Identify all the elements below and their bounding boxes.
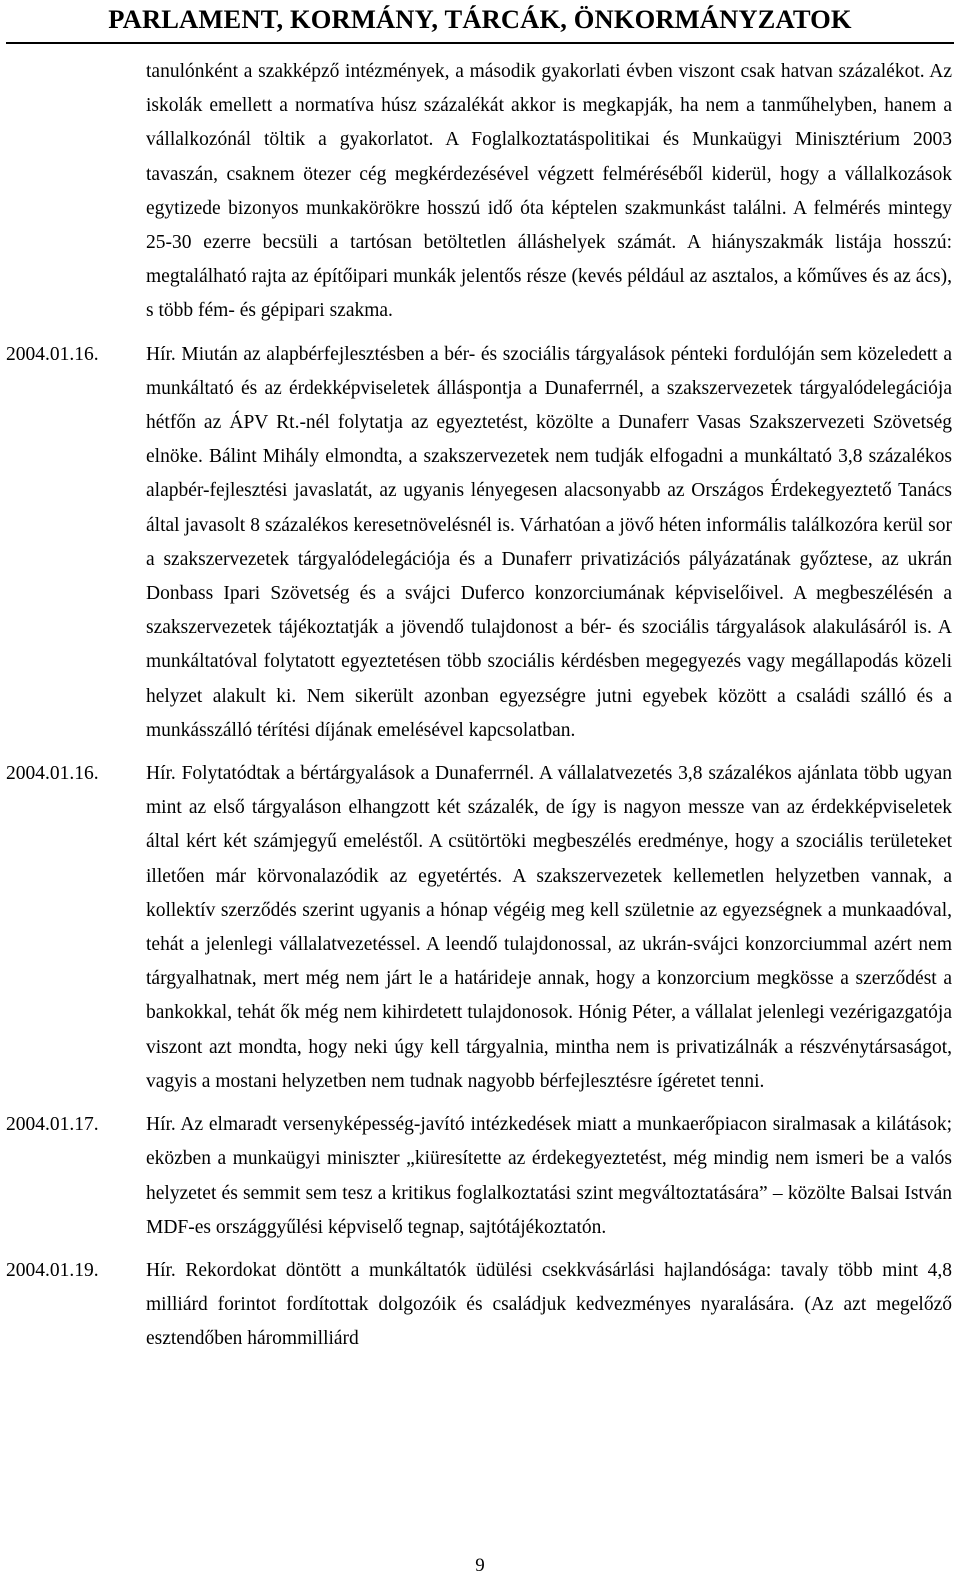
entry-text: tanulónként a szakképző intézmények, a második gyakorlati évben viszont csak hatvan százalékot. Az iskolák emellett a normatíva húsz százalékát akkor is megkapják, ha nem a tanműhelyben, hanem a vállalkozónál töltik a gyakorlatot. A Foglalkoztatáspolitikai és Munkaügyi Minisztérium 2003 tavaszán, csaknem ötezer cég megkérdezésével végzett felméréséből kiderül, hogy a vállalkozások egytizede bizonyos munkakörökre hosszú idő óta képtelen szakmunkást találni. A felmérés mintegy 25-30 ezerre becsüli a tartósan betöltetlen álláshelyek számát. A hiányszakmák listája hosszú: megtalálható rajta az építőipari munkák jelentős része (kevés például az asztalos, a kőműves és az ács), s több fém- és gépipari szakma.: [146, 61, 952, 322]
running-header: PARLAMENT, KORMÁNY, TÁRCÁK, ÖNKORMÁNYZATOK: [108, 4, 852, 34]
news-entry: [6, 757, 952, 1099]
entry-date: 2004.01.16.: [6, 763, 99, 785]
header-rule: [6, 42, 954, 44]
news-entry: [6, 338, 952, 748]
entry-text: Hír. Az elmaradt versenyképesség-javító intézkedések miatt a munkaerőpiacon siralmasak a kilátások; eközben a munkaügyi miniszter „kiüresítette az érdekegyeztetést, még mindig nem ismeri be a valós helyzetet és semmit sem tesz a kritikus foglalkoztatási szint megváltoztatására” – közölte Balsai István MDF-es országgyűlési képviselő tegnap, sajtótájékoztatón.: [146, 1114, 952, 1238]
entry-text: Hír. Folytatódtak a bértárgyalások a Dunaferrnél. A vállalatvezetés 3,8 százalékos ajánlata több ugyan mint az első tárgyaláson elhangzott két százalék, de így is nagyon messze van az érdekképviseletek által kért két számjegyű emeléstől. A csütörtöki megbeszélés eredménye, hogy a szociális területeket illetően már körvonalazódik az egyetértés. A szakszervezetek kellemetlen helyzetben vannak, a kollektív szerződés szerint ugyanis a hónap végéig meg kell születnie az egyezségnek a munkaadóval, tehát a jelenlegi vállalatvezetéssel. A leendő tulajdonossal, az ukrán-svájci konzorciummal azért nem tárgyalhatnak, mert még nem járt le a határideje annak, hogy a konzorcium megkösse a szerződést a bankokkal, tehát ők még nem kihirdetett tulajdonosok. Hónig Péter, a vállalat jelenlegi vezérigazgatója viszont azt mondta, hogy neki úgy kell tárgyalnia, mintha nem is privatizálnák a részvénytársaságot, vagyis a mostani helyzetben nem tudnak nagyobb bérfejlesztésre ígéretet tenni.: [146, 763, 952, 1092]
entry-date: 2004.01.16.: [6, 343, 99, 365]
page-number: 9: [475, 1555, 485, 1576]
page-body: [6, 55, 952, 1366]
news-entry: [6, 1254, 952, 1357]
entry-date: 2004.01.17.: [6, 1114, 99, 1136]
entry-date: 2004.01.19.: [6, 1259, 99, 1281]
entry-text: Hír. Rekordokat döntött a munkáltatók üdülési csekkvásárlási hajlandósága: tavaly több mint 4,8 milliárd forintot fordítottak dolgozóik és családjuk kedvezményes nyaralására. (Az azt megelőző esztendőben hárommilliárd: [146, 1259, 952, 1350]
entry-text: Hír. Miután az alapbérfejlesztésben a bér- és szociális tárgyalások pénteki fordulóján sem közeledett a munkáltató és az érdekképviseletek álláspontja a Dunaferrnél, a szakszervezetek tárgyalódelegációja hétfőn az ÁPV Rt.-nél folytatja az egyeztetést, közölte a Dunaferr Vasas Szakszervezeti Szövetség elnöke. Bálint Mihály elmondta, a szakszervezetek nem tudják elfogadni a munkáltató 3,8 százalékos alapbér-fejlesztési javaslatát, az ugyanis lényegesen alacsonyabb az Országos Érdekegyeztető Tanács által javasolt 8 százalékos keresetnövelésnél is. Várhatóan a jövő héten informális találkozóra kerül sor a szakszervezetek tárgyalódelegációja és a Dunaferr privatizációs pályázatának győztese, az ukrán Donbass Ipari Szövetség és a svájci Duferco konzorciumának képviselőivel. A megbeszélésén a szakszervezetek tájékoztatják a jövendő tulajdonost a bér- és szociális tárgyalások alakulásáról is. A munkáltatóval folytatott egyeztetésen több szociális kérdésben megegyezés vagy megállapodás közeli helyzet alakult ki. Nem sikerült azonban egyezségre jutni egyebek között a családi szálló és a munkásszálló térítési díjának emelésével kapcsolatban.: [146, 343, 952, 741]
news-entry: [6, 1108, 952, 1245]
news-entry: [6, 55, 952, 329]
